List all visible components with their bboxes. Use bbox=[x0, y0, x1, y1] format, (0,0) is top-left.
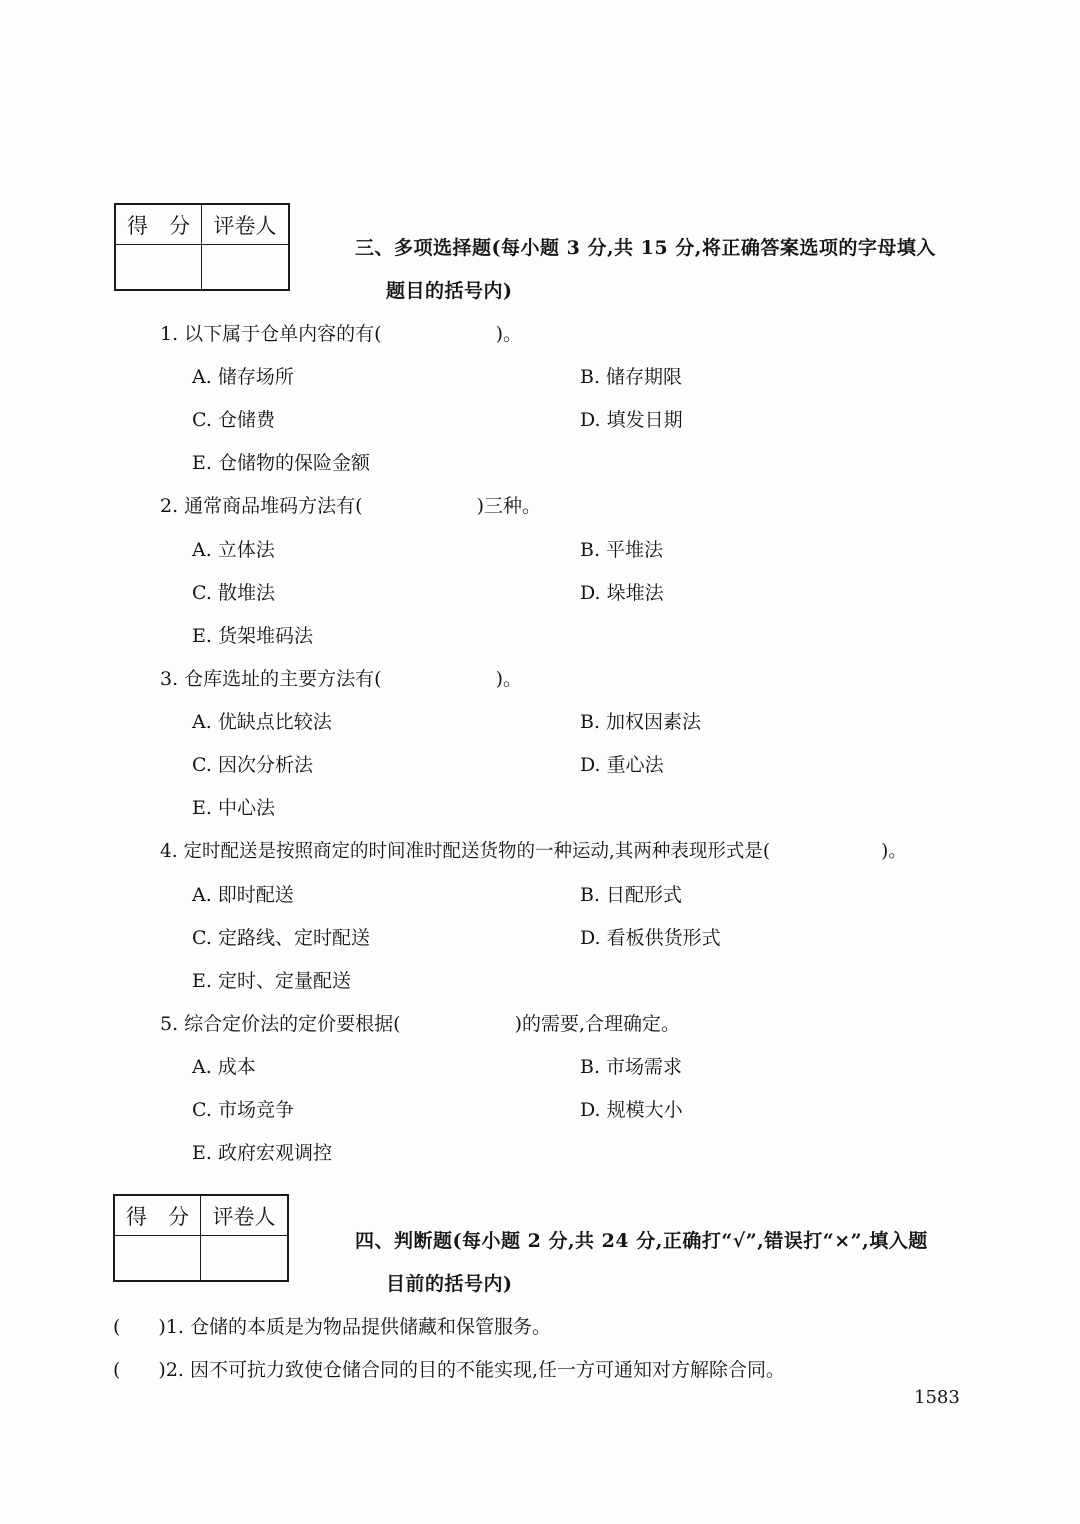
score-cell[interactable] bbox=[115, 1236, 201, 1282]
question-3-option-a: A. 优缺点比较法 bbox=[192, 711, 332, 733]
question-3-option-d: D. 重心法 bbox=[580, 754, 664, 776]
score-label: 得 分 bbox=[115, 1196, 201, 1236]
question-1-option-c: C. 仓储费 bbox=[192, 409, 275, 431]
question-3-option-e: E. 中心法 bbox=[192, 797, 275, 819]
question-2-option-c: C. 散堆法 bbox=[192, 582, 275, 604]
question-1-stem: 1. 以下属于仓单内容的有( )。 bbox=[160, 323, 522, 345]
section4-title-line2: 目前的括号内) bbox=[386, 1273, 513, 1295]
question-5-option-d: D. 规模大小 bbox=[580, 1099, 683, 1121]
score-box-section4 bbox=[113, 1194, 289, 1282]
score-box-section3 bbox=[114, 203, 290, 291]
question-5-stem: 5. 综合定价法的定价要根据( )的需要,合理确定。 bbox=[160, 1013, 681, 1035]
question-4-option-b: B. 日配形式 bbox=[580, 884, 683, 906]
question-4-option-a: A. 即时配送 bbox=[192, 884, 294, 906]
question-4-option-d: D. 看板供货形式 bbox=[580, 927, 721, 949]
grader-cell[interactable] bbox=[201, 1236, 287, 1282]
question-3-stem: 3. 仓库选址的主要方法有( )。 bbox=[160, 668, 522, 690]
question-2-option-d: D. 垛堆法 bbox=[580, 582, 664, 604]
grader-cell[interactable] bbox=[202, 245, 288, 291]
section3-title-line1: 三、多项选择题(每小题 3 分,共 15 分,将正确答案选项的字母填入 bbox=[355, 237, 936, 259]
question-5-option-e: E. 政府宏观调控 bbox=[192, 1142, 332, 1164]
question-2-option-b: B. 平堆法 bbox=[580, 539, 664, 561]
question-1-option-e: E. 仓储物的保险金额 bbox=[192, 452, 370, 474]
question-2-option-e: E. 货架堆码法 bbox=[192, 625, 313, 647]
question-2-stem: 2. 通常商品堆码方法有( )三种。 bbox=[160, 495, 541, 517]
question-1-option-a: A. 储存场所 bbox=[192, 366, 294, 388]
question-3-option-b: B. 加权因素法 bbox=[580, 711, 702, 733]
question-1-option-b: B. 储存期限 bbox=[580, 366, 683, 388]
question-5-option-a: A. 成本 bbox=[192, 1056, 256, 1078]
grader-label: 评卷人 bbox=[202, 205, 288, 245]
score-label: 得 分 bbox=[116, 205, 202, 245]
question-2-option-a: A. 立体法 bbox=[192, 539, 275, 561]
judgement-item-2: ( )2. 因不可抗力致使仓储合同的目的不能实现,任一方可通知对方解除合同。 bbox=[113, 1359, 786, 1381]
question-5-option-c: C. 市场竞争 bbox=[192, 1099, 294, 1121]
judgement-item-1: ( )1. 仓储的本质是为物品提供储藏和保管服务。 bbox=[113, 1316, 551, 1338]
question-5-option-b: B. 市场需求 bbox=[580, 1056, 683, 1078]
grader-label: 评卷人 bbox=[201, 1196, 287, 1236]
question-3-option-c: C. 因次分析法 bbox=[192, 754, 313, 776]
score-cell[interactable] bbox=[116, 245, 202, 291]
question-4-option-e: E. 定时、定量配送 bbox=[192, 970, 351, 992]
page-number: 1583 bbox=[914, 1387, 960, 1408]
question-4-stem: 4. 定时配送是按照商定的时间准时配送货物的一种运动,其两种表现形式是( )。 bbox=[160, 841, 907, 862]
section4-title-line1: 四、判断题(每小题 2 分,共 24 分,正确打“√”,错误打“×”,填入题 bbox=[355, 1230, 928, 1252]
question-4-option-c: C. 定路线、定时配送 bbox=[192, 927, 370, 949]
section3-title-line2: 题目的括号内) bbox=[386, 280, 513, 302]
question-1-option-d: D. 填发日期 bbox=[580, 409, 683, 431]
